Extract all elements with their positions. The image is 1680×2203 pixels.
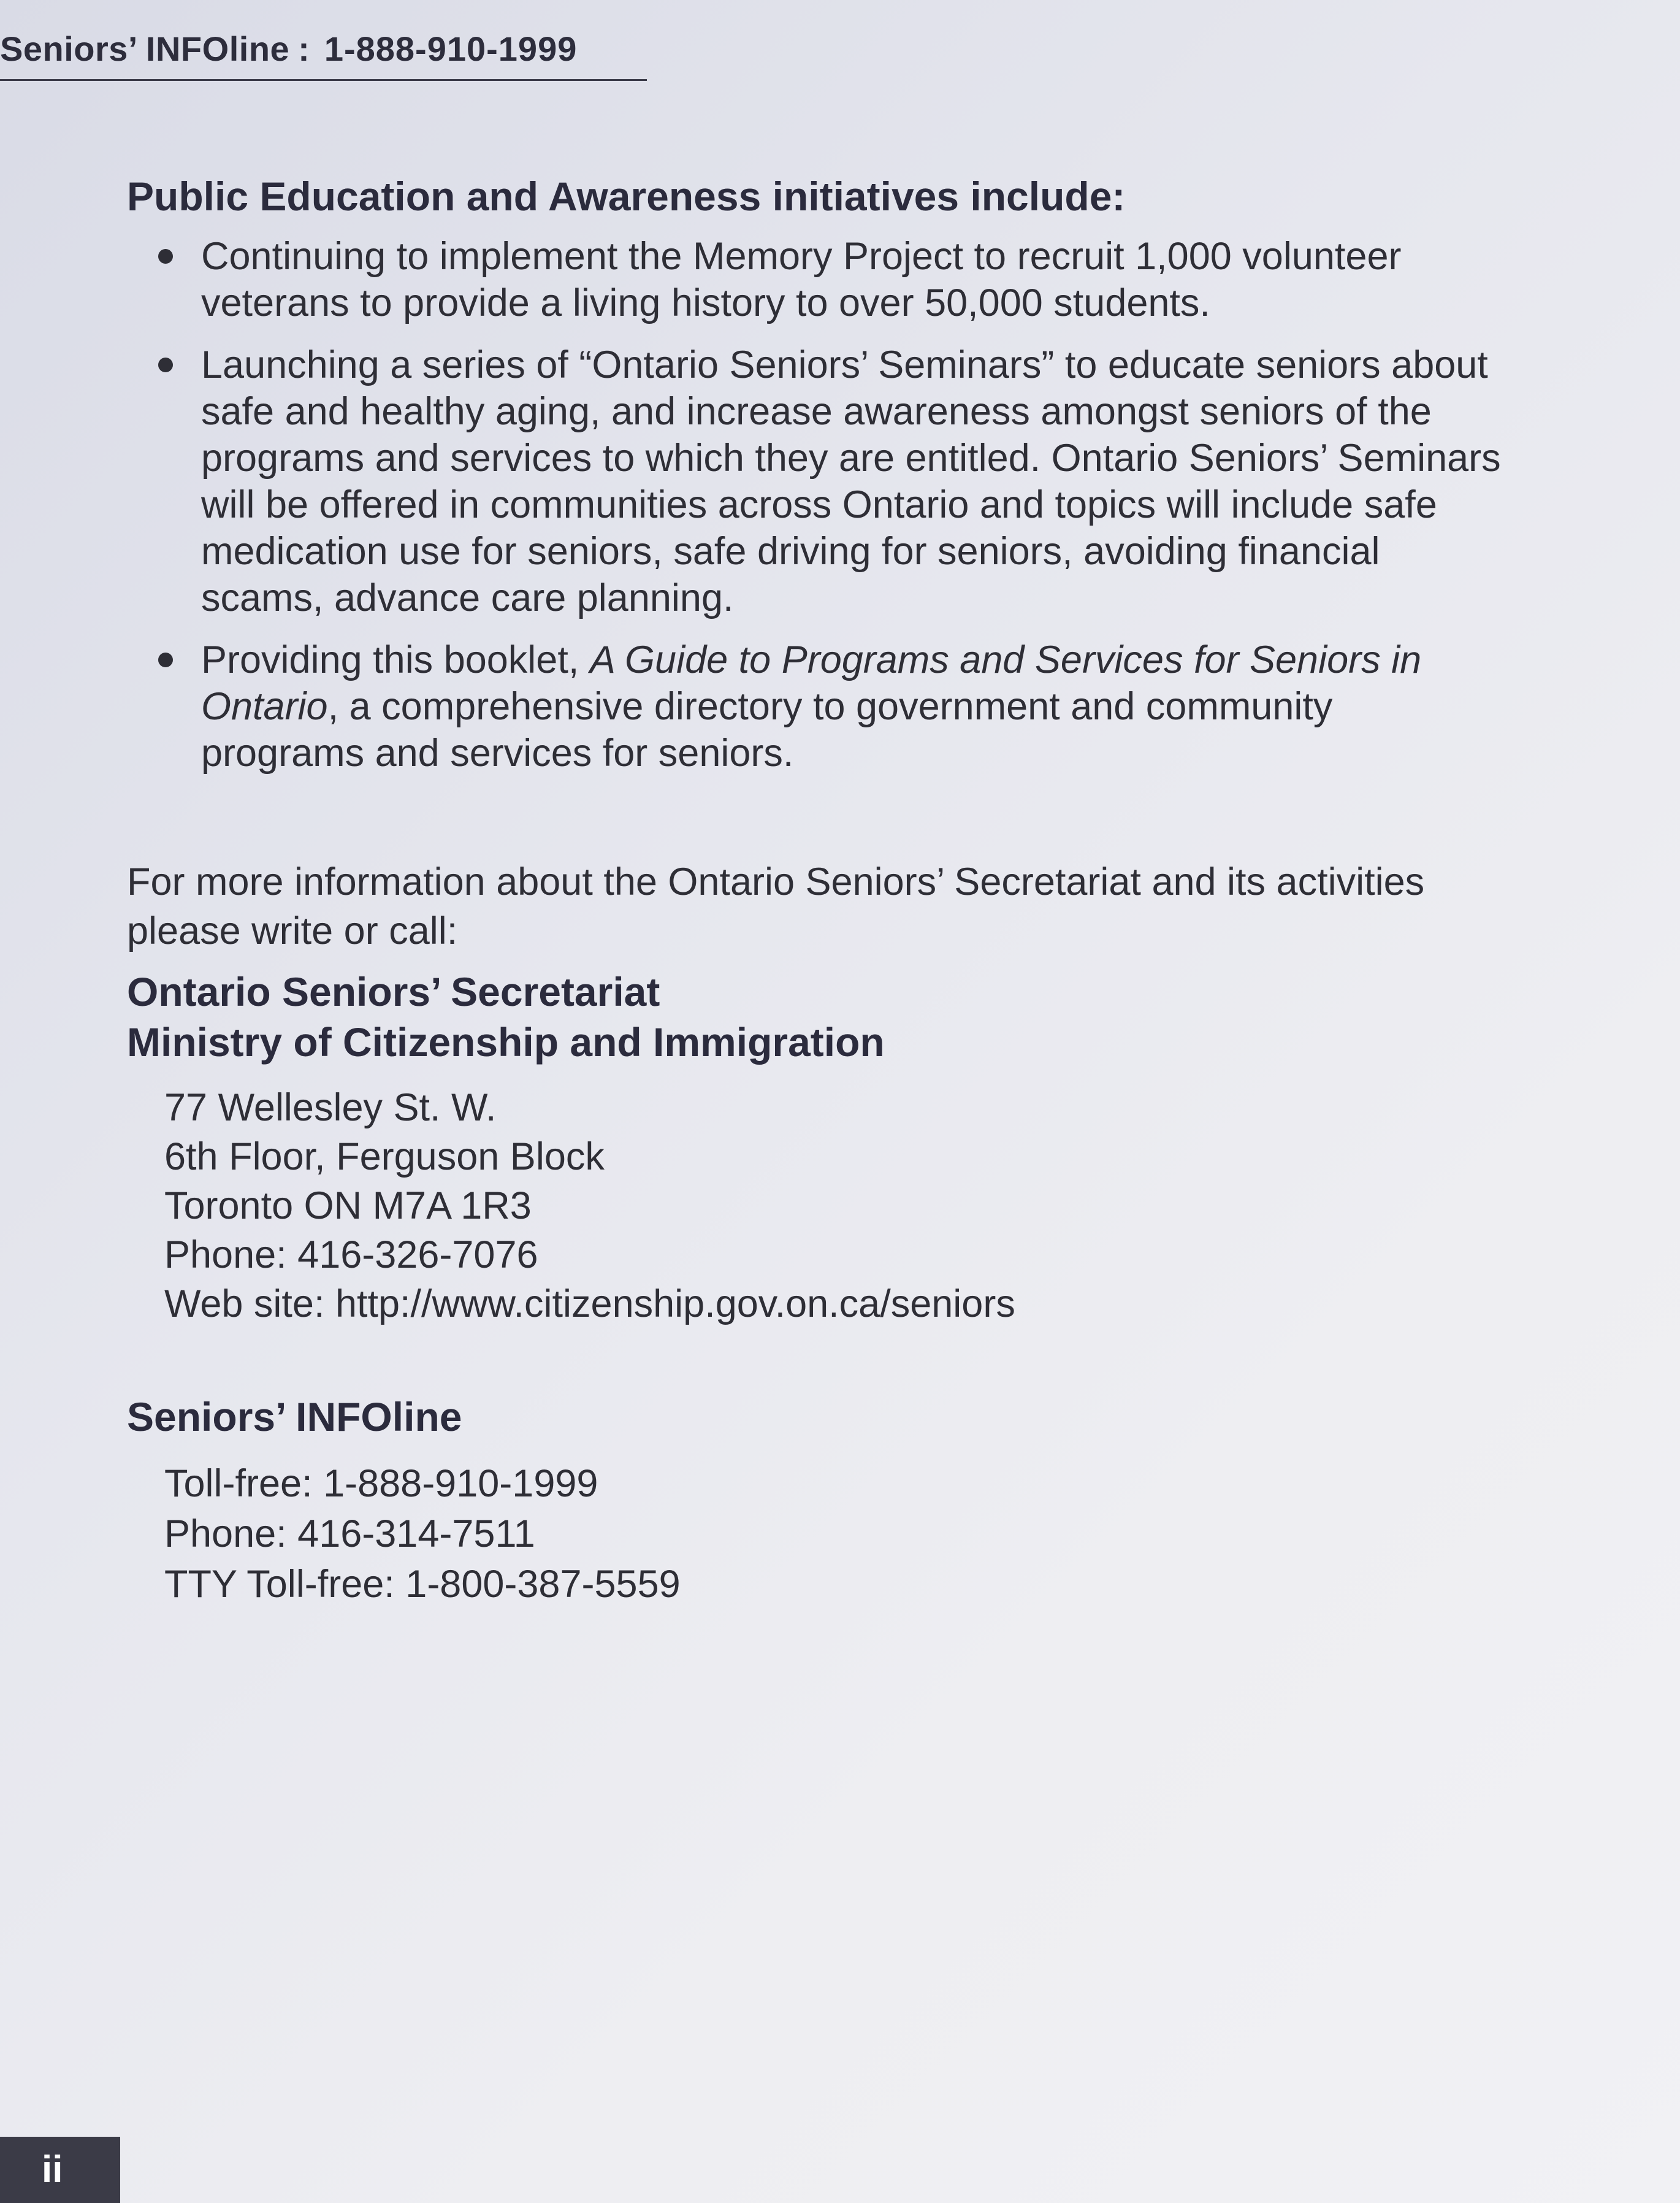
booklet-title: A Guide to Programs and Services for Seniors in Ontario (201, 638, 1422, 728)
list-item (153, 637, 1502, 776)
page-number: ii (42, 2148, 63, 2191)
address-website: Web site: http://www.citizenship.gov.on.ca/seniors (164, 1282, 1015, 1325)
infoline-phone: Phone: 416-314-7511 (164, 1512, 535, 1555)
initiatives-list (153, 233, 1502, 792)
header-phone: 1-888-910-1999 (324, 29, 578, 68)
address-floor: 6th Floor, Ferguson Block (164, 1135, 605, 1178)
infoline-tollfree: Toll-free: 1-888-910-1999 (164, 1462, 598, 1505)
bullet-icon (158, 358, 173, 372)
bullet-text-before: Providing this booklet, (201, 638, 590, 681)
bullet-text-after: , a comprehensive directory to government and community programs and services for seniors. (201, 685, 1333, 775)
organization-block (127, 967, 885, 1067)
address-phone: Phone: 416-326-7076 (164, 1233, 538, 1276)
address-block (164, 1083, 1015, 1328)
list-item (153, 233, 1502, 326)
infoline-list (164, 1458, 681, 1609)
running-header (0, 25, 647, 81)
header-separator: : (298, 29, 310, 68)
address-street: 77 Wellesley St. W. (164, 1086, 497, 1129)
contact-intro: For more information about the Ontario Seniors’ Secretariat and its activities please write or call: (127, 860, 1425, 952)
section-title: Public Education and Awareness initiatives include: (127, 174, 1126, 219)
ministry-name: Ministry of Citizenship and Immigration (127, 1019, 885, 1065)
infoline-tty: TTY Toll-free: 1-800-387-5559 (164, 1563, 681, 1606)
address-city: Toronto ON M7A 1R3 (164, 1184, 532, 1227)
header-label: Seniors’ INFOline (0, 29, 290, 68)
list-item (153, 342, 1502, 621)
page-number-tab (0, 2137, 120, 2203)
bullet-icon (158, 653, 173, 667)
bullet-text: Continuing to implement the Memory Project to recruit 1,000 volunteer veterans to provide a living history to over 50,000 students. (201, 235, 1402, 324)
infoline-title: Seniors’ INFOline (127, 1394, 462, 1439)
bullet-text: Launching a series of “Ontario Seniors’ Seminars” to educate seniors about safe and healthy aging, and increase awareness amongst seniors of the programs and services to which they are entitled. Ontario Seniors’ Seminars will be offered in communities across Ontario and topics will include safe medication use for seniors, safe driving for seniors, avoiding financial scams, advance care planning. (201, 343, 1501, 619)
org-name: Ontario Seniors’ Secretariat (127, 969, 660, 1014)
bullet-icon (158, 249, 173, 264)
